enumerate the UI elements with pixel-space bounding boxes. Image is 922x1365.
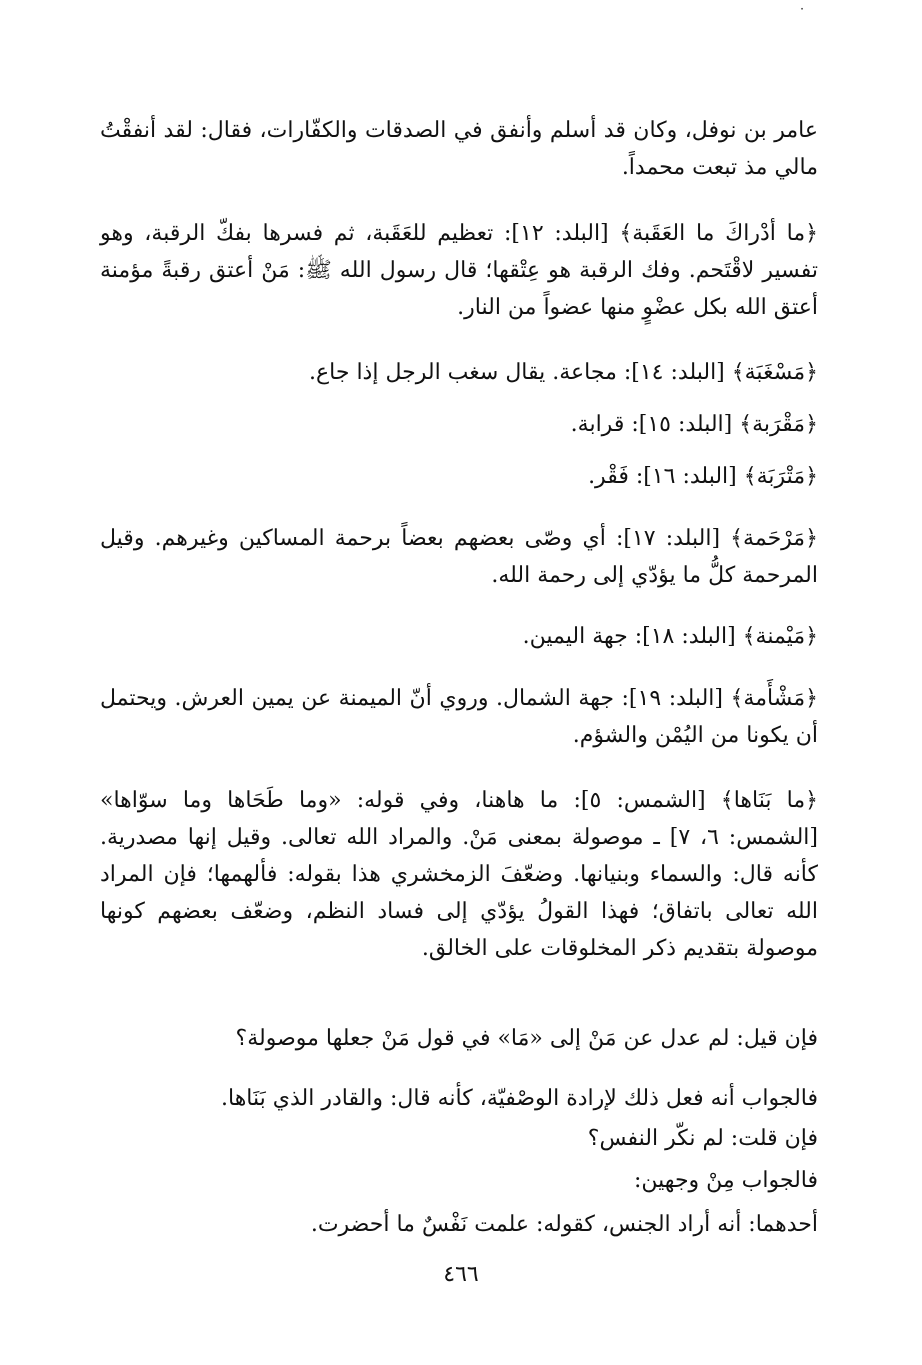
- paragraph-question-man-ma: فإن قيل: لم عدل عن مَنْ إلى «مَا» في قول مَنْ جعلها موصولة؟: [235, 1026, 818, 1051]
- paragraph-maqraba: ﴿مَقْرَبة﴾ [البلد: ١٥]: قرابة.: [570, 412, 818, 437]
- paragraph-answer-two-ways: فالجواب مِنْ وجهين:: [634, 1168, 818, 1193]
- page-number: ٤٦٦: [443, 1262, 479, 1287]
- paragraph-al-aqaba: ﴿ما أدْراكَ ما العَقَبة﴾ [البلد: ١٢]: تعظيم للعَقَبة، ثم فسرها بفكّ الرقبة، وهو تفسير لاقْتَحم. وفك الرقبة هو عِتْقها؛ قال رسول الله ﷺ: مَنْ أعتق رقبةً مؤمنة أعتق الله بكل عضْوٍ منها عضواً من النار.: [100, 221, 818, 320]
- paragraph-amir-ibn-nawfal: عامر بن نوفل، وكان قد أسلم وأنفق في الصدقات والكفّارات، فقال: لقد أنفقْتُ مالي مذ تبعت محمداً.: [100, 118, 818, 180]
- paragraph-answer-wasfiyya: فالجواب أنه فعل ذلك لإرادة الوصْفيّة، كأنه قال: والقادر الذي بَنَاها.: [221, 1086, 818, 1111]
- paragraph-first-way: أحدهما: أنه أراد الجنس، كقوله: علمت نَفْسٌ ما أحضرت.: [310, 1212, 818, 1237]
- paragraph-ma-banaha: ﴿ما بَنَاها﴾ [الشمس: ٥]: ما هاهنا، وفي قوله: «وما طَحَاها وما سوّاها» [الشمس: ٦، ٧] ـ موصولة بمعنى مَنْ. والمراد الله تعالى. وقيل إنها مصدرية. كأنه قال: والسماء وبنيانها. وضعّفَ الزمخشري هذا بقوله: فألهمها؛ فإن المراد الله تعالى باتفاق؛ فهذا القولُ يؤدّي إلى فساد النظم، وضعّف بعضهم كونها موصولة بتقديم ذكر المخلوقات على الخالق.: [100, 788, 818, 961]
- paragraph-marhama: ﴿مَرْحَمة﴾ [البلد: ١٧]: أي وصّى بعضهم بعضاً برحمة المساكين وغيرهم. وقيل المرحمة كلُّ ما يؤدّي إلى رحمة الله.: [100, 526, 818, 588]
- paragraph-question-nafs: فإن قلت: لم نكّر النفس؟: [587, 1126, 818, 1151]
- paragraph-maymana: ﴿مَيْمنة﴾ [البلد: ١٨]: جهة اليمين.: [522, 624, 818, 649]
- paragraph-matraba: ﴿مَتْرَبَة﴾ [البلد: ١٦]: فَقْر.: [588, 464, 818, 489]
- paragraph-mashama: ﴿مَشْأَمة﴾ [البلد: ١٩]: جهة الشمال. وروي أنّ الميمنة عن يمين العرش. ويحتمل أن يكونا من اليُمْن والشؤم.: [100, 686, 818, 748]
- paragraph-masghaba: ﴿مَسْغَبَة﴾ [البلد: ١٤]: مجاعة. يقال سغب الرجل إذا جاع.: [309, 360, 818, 385]
- corner-mark: ·: [800, 2, 804, 16]
